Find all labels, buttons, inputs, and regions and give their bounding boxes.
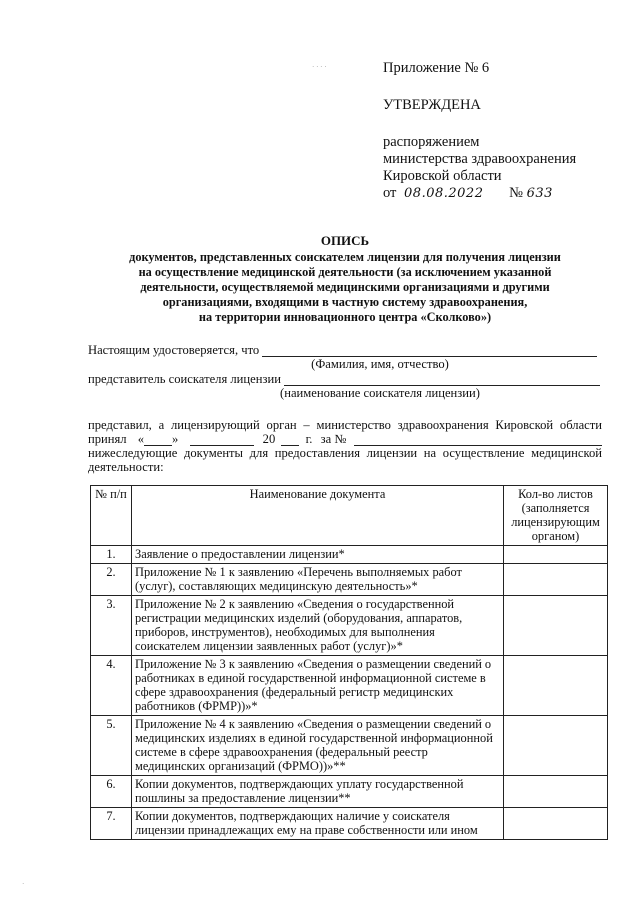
- fio-caption: (Фамилия, имя, отчество): [311, 357, 449, 371]
- quote-open: «: [137, 432, 145, 446]
- month-field[interactable]: [190, 432, 254, 446]
- order-date-number: [383, 185, 623, 202]
- certify-label: Настоящим удостоверяется, что: [88, 343, 260, 357]
- row-name: Приложение № 1 к заявлению «Перечень выполняемых работ (услуг), составляющих медицинскую деятельность»*: [132, 564, 504, 596]
- approved-by-line: Кировской области: [383, 168, 502, 184]
- order-number: 633: [526, 186, 553, 201]
- row-num: 3.: [91, 596, 132, 656]
- certify-row: [88, 343, 597, 357]
- year-field[interactable]: [281, 432, 299, 446]
- header-name: Наименование документа: [132, 486, 504, 546]
- date-prefix: от: [383, 185, 397, 201]
- approved-by-line: распоряжением: [383, 134, 480, 150]
- accepted-row: [88, 432, 602, 446]
- title-line: организациями, входящими в частную систему здравоохранения,: [162, 295, 528, 309]
- table-row: [91, 546, 608, 564]
- header-num: № п/п: [91, 486, 132, 546]
- applicant-caption: (наименование соискателя лицензии): [280, 386, 480, 400]
- row-num: 4.: [91, 656, 132, 716]
- row-count[interactable]: [504, 596, 608, 656]
- representative-label: представитель соискателя лицензии: [88, 372, 281, 386]
- documents-table: [90, 485, 608, 840]
- table-row: [91, 776, 608, 808]
- title-line: деятельности, осуществляемой медицинскими организациями и другими: [140, 280, 550, 294]
- document-title: [80, 233, 610, 325]
- title-line: на территории инновационного центра «Сколково»): [198, 310, 492, 324]
- number-prefix: №: [509, 185, 523, 201]
- row-name: Копии документов, подтверждающих уплату государственной пошлины за предоставление лицензии**: [132, 776, 504, 808]
- title-main: ОПИСЬ: [320, 233, 370, 248]
- year-suffix: г.: [305, 432, 313, 446]
- registration-number-field[interactable]: [354, 432, 602, 446]
- row-count[interactable]: [504, 776, 608, 808]
- row-count[interactable]: [504, 808, 608, 840]
- row-num: 7.: [91, 808, 132, 840]
- day-field[interactable]: [144, 432, 172, 446]
- appendix-number: Приложение № 6: [383, 60, 490, 76]
- year-prefix: 20: [262, 432, 276, 446]
- table-row: [91, 716, 608, 776]
- row-count[interactable]: [504, 564, 608, 596]
- title-line: документов, представленных соискателем лицензии для получения лицензии: [129, 250, 561, 264]
- table-header-row: [91, 486, 608, 546]
- title-line: на осуществление медицинской деятельности (за исключением указанной: [138, 265, 552, 279]
- table-row: [91, 596, 608, 656]
- order-date: 08.08.2022: [404, 186, 484, 201]
- approved-label: УТВЕРЖДЕНА: [383, 97, 481, 113]
- row-count[interactable]: [504, 716, 608, 776]
- representative-row: [88, 372, 600, 386]
- row-name: Приложение № 2 к заявлению «Сведения о государственной регистрации медицинских изделий (оборудования, аппаратов, приборов, инструментов), необходимых для выполнения соискателем лицензии заявленных работ (услуг)»*: [132, 596, 504, 656]
- row-num: 2.: [91, 564, 132, 596]
- table-row: [91, 808, 608, 840]
- scan-speck: ·: [22, 880, 25, 888]
- row-count[interactable]: [504, 546, 608, 564]
- accepted-prefix: принял: [88, 432, 127, 446]
- row-num: 6.: [91, 776, 132, 808]
- row-name: Заявление о предоставлении лицензии*: [132, 546, 504, 564]
- row-count[interactable]: [504, 656, 608, 716]
- table-row: [91, 656, 608, 716]
- table-row: [91, 564, 608, 596]
- row-num: 1.: [91, 546, 132, 564]
- number-label: за №: [320, 432, 347, 446]
- approval-block: [383, 60, 623, 202]
- header-count: Кол-во листов (заполняется лицензирующим органом): [504, 486, 608, 546]
- fio-field[interactable]: [262, 343, 597, 357]
- row-num: 5.: [91, 716, 132, 776]
- row-name: Копии документов, подтверждающих наличие у соискателя лицензии принадлежащих ему на праве собственности или ином: [132, 808, 504, 840]
- quote-close: »: [172, 432, 179, 446]
- applicant-name-field[interactable]: [284, 372, 600, 386]
- approved-by-line: министерства здравоохранения: [383, 151, 577, 167]
- scan-speck: · · · ·: [312, 63, 327, 71]
- row-name: Приложение № 3 к заявлению «Сведения о размещении сведений о работниках в единой государственной информационной системе в сфере здравоохранения (федеральный регистр медицинских работников (ФРМР))»*: [132, 656, 504, 716]
- listed-text: нижеследующие документы для предоставления лицензии на осуществление медицинской деятельности:: [88, 446, 602, 474]
- presented-text: представил, а лицензирующий орган – министерство здравоохранения Кировской области: [88, 418, 602, 432]
- row-name: Приложение № 4 к заявлению «Сведения о размещении сведений о медицинских изделиях в единой государственной информационной системе в сфере здравоохранения (федеральный реестр медицинских организаций (ФРМО))»**: [132, 716, 504, 776]
